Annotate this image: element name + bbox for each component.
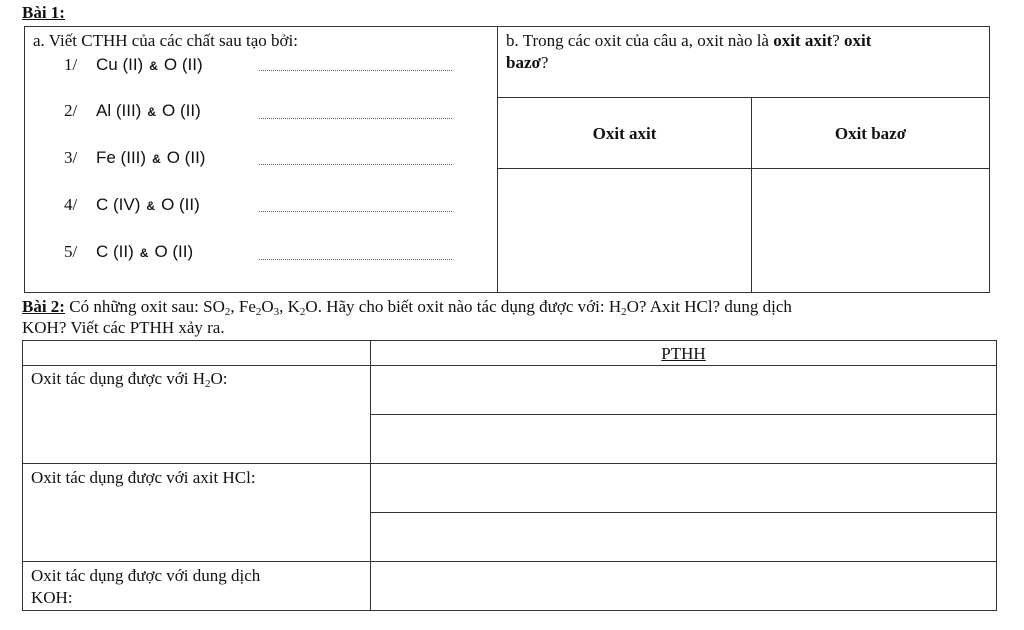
fe-symbol: Fe [238,297,256,316]
bai2-border-left [22,340,23,611]
bai2-text: Có những oxit sau: [64,297,204,316]
col-header-base: Oxit bazơ [834,124,907,143]
bai1-border-right [989,26,990,293]
bai2-sub-line-1 [370,414,997,415]
h-subscript: 2 [205,378,211,390]
answer-cell-acid[interactable] [499,170,750,291]
row-label-text: Oxit tác dụng được với [31,369,193,388]
bai1-title: Bài 1: [22,3,65,22]
ampersand: & [147,105,157,119]
list-item [64,148,205,169]
ampersand: & [139,246,149,260]
bai2-border-right [996,340,997,611]
pthh-cell-h2o-2[interactable] [372,416,995,462]
bai2-col-divider [370,340,371,611]
item-number: 2/ [64,101,78,120]
part-b-bold-oxit: oxit [844,31,872,50]
item-number: 1/ [64,55,78,74]
separator: , [279,297,288,316]
row-label-koh-line2: KOH: [31,588,73,607]
row-label-hcl: Oxit tác dụng được với axit HCl: [31,468,256,487]
item-number: 5/ [64,242,78,261]
bai2-sub-line-2 [370,512,997,513]
part-b-heading-line2 [506,53,548,73]
o-symbol: O: [210,369,228,388]
element-2: O (II) [166,148,206,167]
bai1-border-bottom [24,292,990,293]
answer-line-2[interactable] [259,118,452,119]
element-1: Fe (III) [96,148,147,167]
answer-line-1[interactable] [259,70,452,71]
bai2-text-end: ? Axit HCl? dung dịch [638,297,792,316]
element-1: Cu (II) [96,55,144,74]
answer-line-4[interactable] [259,211,452,212]
element-2: O (II) [162,101,201,120]
k-subscript: 2 [299,306,306,318]
list-item [64,101,201,122]
formula-so2 [203,297,230,316]
list-item [64,55,203,76]
pthh-cell-hcl-2[interactable] [372,514,995,560]
b-table-header-bottom [497,168,990,169]
item-number: 4/ [64,195,78,214]
k-symbol: K [287,297,300,316]
bai1-border-top [24,26,990,27]
row-label-koh: Oxit tác dụng được với dung dịch [31,566,261,585]
answer-cell-base[interactable] [753,170,988,291]
part-b-bold-acid: oxit axit [773,31,833,50]
bai2-border-bottom [22,610,997,611]
element-1: Al (III) [96,101,142,120]
answer-line-5[interactable] [259,259,452,260]
so-subscript: 2 [224,306,231,318]
pthh-header: PTHH [661,344,706,363]
list-item [64,195,200,216]
formula-fe2o3 [239,297,279,316]
ampersand: & [149,59,158,73]
h-symbol: H [192,369,206,388]
list-item [64,242,193,263]
h-subscript: 2 [621,306,627,318]
h-symbol: H [608,297,622,316]
o-symbol: O [305,297,318,316]
part-b-bold-base: bazơ [506,53,541,72]
element-1: C (II) [96,242,134,261]
part-a-heading: a. Viết CTHH của các chất sau tạo bởi: [33,31,298,50]
ampersand: & [146,199,156,213]
item-number: 3/ [64,148,78,167]
element-2: O (II) [154,242,194,261]
bai2-header-bottom [370,365,997,366]
bai2-border-top [22,340,997,341]
bai2-row-line-3 [22,561,997,562]
part-b-heading [506,31,871,51]
bai2-row1-bottom [22,365,370,366]
so-symbol: SO [203,297,225,316]
o-subscript: 3 [273,306,280,318]
part-b-text: b. Trong các oxit của câu a, oxit nào là [506,31,774,50]
formula-h2o [609,297,639,316]
element-1: C (IV) [96,195,141,214]
bai2-text-mid: . Hãy cho biết oxit nào tác dụng được với: [317,297,609,316]
pthh-cell-koh[interactable] [372,563,995,609]
bai2-intro [22,297,792,317]
formula-k2o [288,297,318,316]
separator: , [230,297,239,316]
o-symbol: O [626,297,639,316]
ampersand: & [152,152,161,166]
part-b-q: ? [832,31,845,50]
o-symbol: O [261,297,274,316]
bai2-intro-line2: KOH? Viết các PTHH xảy ra. [22,318,225,337]
bai1-divider-ab [497,26,498,293]
bai2-title: Bài 2: [22,297,65,316]
bai2-row-line-2 [22,463,997,464]
answer-line-3[interactable] [259,164,452,165]
bai1-border-left [24,26,25,293]
element-2: O (II) [161,195,200,214]
pthh-cell-h2o-1[interactable] [372,367,995,413]
part-b-q2: ? [540,53,549,72]
b-table-top [497,97,990,98]
fe-subscript: 2 [255,306,262,318]
element-2: O (II) [163,55,203,74]
col-header-acid: Oxit axit [592,124,657,143]
pthh-cell-hcl-1[interactable] [372,465,995,511]
row-label-h2o [31,369,228,389]
